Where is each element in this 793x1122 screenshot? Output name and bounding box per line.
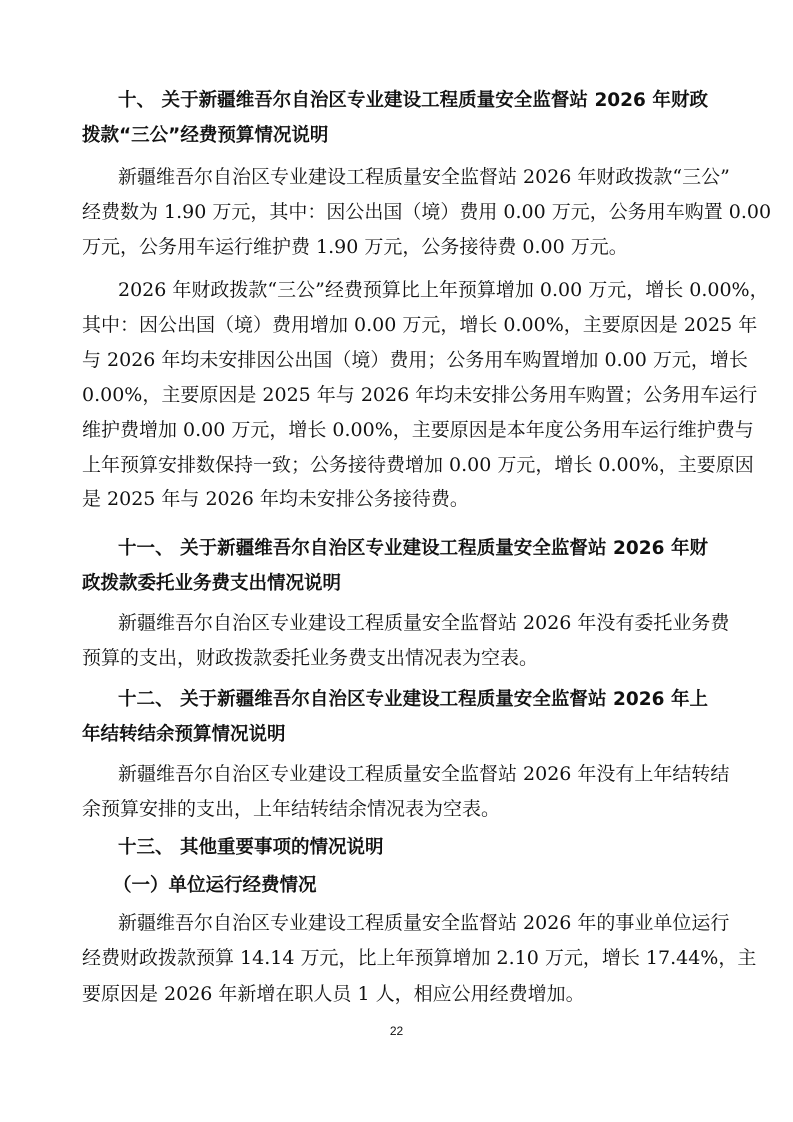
section-10-paragraph-2: 与 2026 年均未安排因公出国（境）费用；公务用车购置增加 0.00 万元，增长 (82, 349, 748, 371)
section-10-heading: 十、 关于新疆维吾尔自治区专业建设工程质量安全监督站 2026 年财政 (118, 90, 708, 111)
page-number: 22 (389, 1024, 404, 1038)
section-11-paragraph: 预算的支出，财政拨款委托业务费支出情况表为空表。 (82, 647, 539, 669)
section-11-paragraph: 新疆维吾尔自治区专业建设工程质量安全监督站 2026 年没有委托业务费 (118, 612, 730, 634)
section-13-paragraph: 新疆维吾尔自治区专业建设工程质量安全监督站 2026 年的事业单位运行 (118, 912, 730, 934)
section-11-heading: 政拨款委托业务费支出情况说明 (82, 573, 342, 594)
section-12-heading: 年结转结余预算情况说明 (82, 724, 286, 745)
section-10-paragraph-2: 维护费增加 0.00 万元，增长 0.00%，主要原因是本年度公务用车运行维护费与 (82, 419, 754, 441)
section-12-heading: 十二、 关于新疆维吾尔自治区专业建设工程质量安全监督站 2026 年上 (118, 689, 708, 710)
section-13-paragraph: 经费财政拨款预算 14.14 万元，比上年预算增加 2.10 万元，增长 17.44%，主 (82, 947, 757, 969)
section-10-paragraph-1: 万元，公务用车运行维护费 1.90 万元，公务接待费 0.00 万元。 (82, 236, 628, 258)
section-13-heading: 十三、 其他重要事项的情况说明 (118, 837, 384, 858)
section-10-paragraph-2: 0.00%，主要原因是 2025 年与 2026 年均未安排公务用车购置；公务用车运行 (82, 384, 758, 406)
section-10-paragraph-1: 经费数为 1.90 万元，其中：因公出国（境）费用 0.00 万元，公务用车购置 0.00 (82, 201, 772, 223)
section-11-heading: 十一、 关于新疆维吾尔自治区专业建设工程质量安全监督站 2026 年财 (118, 538, 708, 559)
section-12-paragraph: 新疆维吾尔自治区专业建设工程质量安全监督站 2026 年没有上年结转结 (118, 763, 730, 785)
section-13-paragraph: 要原因是 2026 年新增在职人员 1 人，相应公用经费增加。 (82, 983, 585, 1005)
section-13-subheading: （一）单位运行经费情况 (113, 875, 317, 896)
section-10-paragraph-1: 新疆维吾尔自治区专业建设工程质量安全监督站 2026 年财政拨款“三公” (118, 166, 730, 188)
section-12-paragraph: 余预算安排的支出，上年结转结余情况表为空表。 (82, 798, 501, 820)
section-10-paragraph-2: 是 2025 年与 2026 年均未安排公务接待费。 (82, 488, 469, 510)
section-10-paragraph-2: 上年预算安排数保持一致；公务接待费增加 0.00 万元，增长 0.00%，主要原因 (82, 454, 754, 476)
section-10-heading: 拨款“三公”经费预算情况说明 (82, 125, 329, 146)
section-10-paragraph-2: 其中：因公出国（境）费用增加 0.00 万元，增长 0.00%，主要原因是 2025 年 (82, 314, 758, 336)
section-10-paragraph-2: 2026 年财政拨款“三公”经费预算比上年预算增加 0.00 万元，增长 0.00%， (118, 279, 769, 301)
